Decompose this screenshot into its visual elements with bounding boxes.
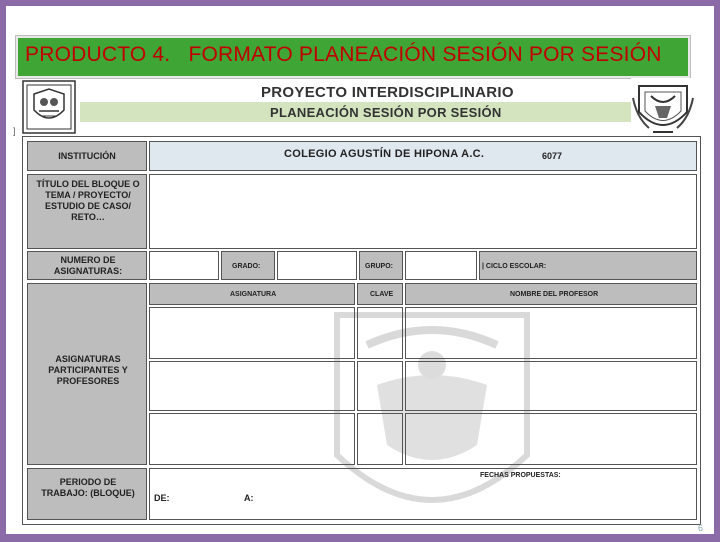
- periodo-label: PERIODO DE TRABAJO: (BLOQUE): [41, 477, 135, 498]
- column-header-asignatura: [149, 283, 355, 305]
- clave-cell[interactable]: [357, 361, 403, 411]
- numero-label: NUMERO DE ASIGNATURAS:: [53, 255, 123, 276]
- titulo-field[interactable]: [149, 174, 697, 249]
- ciclo-cell[interactable]: [479, 251, 697, 280]
- institucion-label: INSTITUCIÓN: [58, 151, 116, 161]
- grado-label: GRADO:: [232, 263, 261, 270]
- banner-title: PRODUCTO 4. FORMATO PLANEACIÓN SESIÓN POR SESIÓN: [25, 43, 662, 66]
- profesor-cell[interactable]: [405, 307, 697, 359]
- column-header-profesor: [405, 283, 697, 305]
- slide: [6, 6, 714, 534]
- de-label: DE:: [154, 493, 170, 503]
- clave-cell[interactable]: [357, 413, 403, 465]
- title-banner: [16, 36, 690, 78]
- grado-field[interactable]: [277, 251, 357, 280]
- page-number: 6: [698, 523, 704, 533]
- numero-label-cell: [27, 251, 147, 280]
- planning-form: [22, 136, 701, 525]
- column-header-label: CLAVE: [370, 291, 394, 298]
- column-header-label: NOMBRE DEL PROFESOR: [510, 291, 599, 298]
- institucion-field[interactable]: [149, 141, 697, 171]
- profesor-cell[interactable]: [405, 361, 697, 411]
- grado-label-cell: [221, 251, 275, 280]
- university-crest-icon: [22, 80, 76, 134]
- grupo-field[interactable]: [405, 251, 477, 280]
- side-mark: ]: [13, 126, 16, 136]
- column-header-label: ASIGNATURA: [230, 291, 277, 298]
- column-header-clave: [357, 283, 403, 305]
- unam-crest-icon: [631, 78, 695, 140]
- asignaturas-label-cell: [27, 283, 147, 465]
- asignatura-cell[interactable]: [149, 413, 355, 465]
- titulo-label-cell: [27, 174, 147, 249]
- institucion-value: COLEGIO AGUSTÍN DE HIPONA A.C.: [284, 148, 485, 160]
- numero-field[interactable]: [149, 251, 219, 280]
- grupo-label: GRUPO:: [365, 263, 393, 270]
- ciclo-label: | CICLO ESCOLAR:: [482, 263, 547, 270]
- institucion-label-cell: [27, 141, 147, 171]
- asignatura-cell[interactable]: [149, 361, 355, 411]
- periodo-label-cell: [27, 468, 147, 520]
- asignatura-cell[interactable]: [149, 307, 355, 359]
- grupo-label-cell: [359, 251, 403, 280]
- asignaturas-label: ASIGNATURAS PARTICIPANTES Y PROFESORES: [48, 354, 128, 386]
- profesor-cell[interactable]: [405, 413, 697, 465]
- header-line2: PLANEACIÓN SESIÓN POR SESIÓN: [270, 105, 502, 120]
- clave-cell[interactable]: [357, 307, 403, 359]
- a-label: A:: [244, 493, 254, 503]
- header-line1: PROYECTO INTERDISCIPLINARIO: [261, 84, 514, 101]
- titulo-label: TÍTULO DEL BLOQUE O TEMA / PROYECTO/ ESTUDIO DE CASO/ RETO…: [36, 179, 140, 222]
- institucion-code: 6077: [542, 151, 563, 161]
- fechas-label: FECHAS PROPUESTAS:: [480, 472, 561, 479]
- periodo-field[interactable]: [149, 468, 697, 520]
